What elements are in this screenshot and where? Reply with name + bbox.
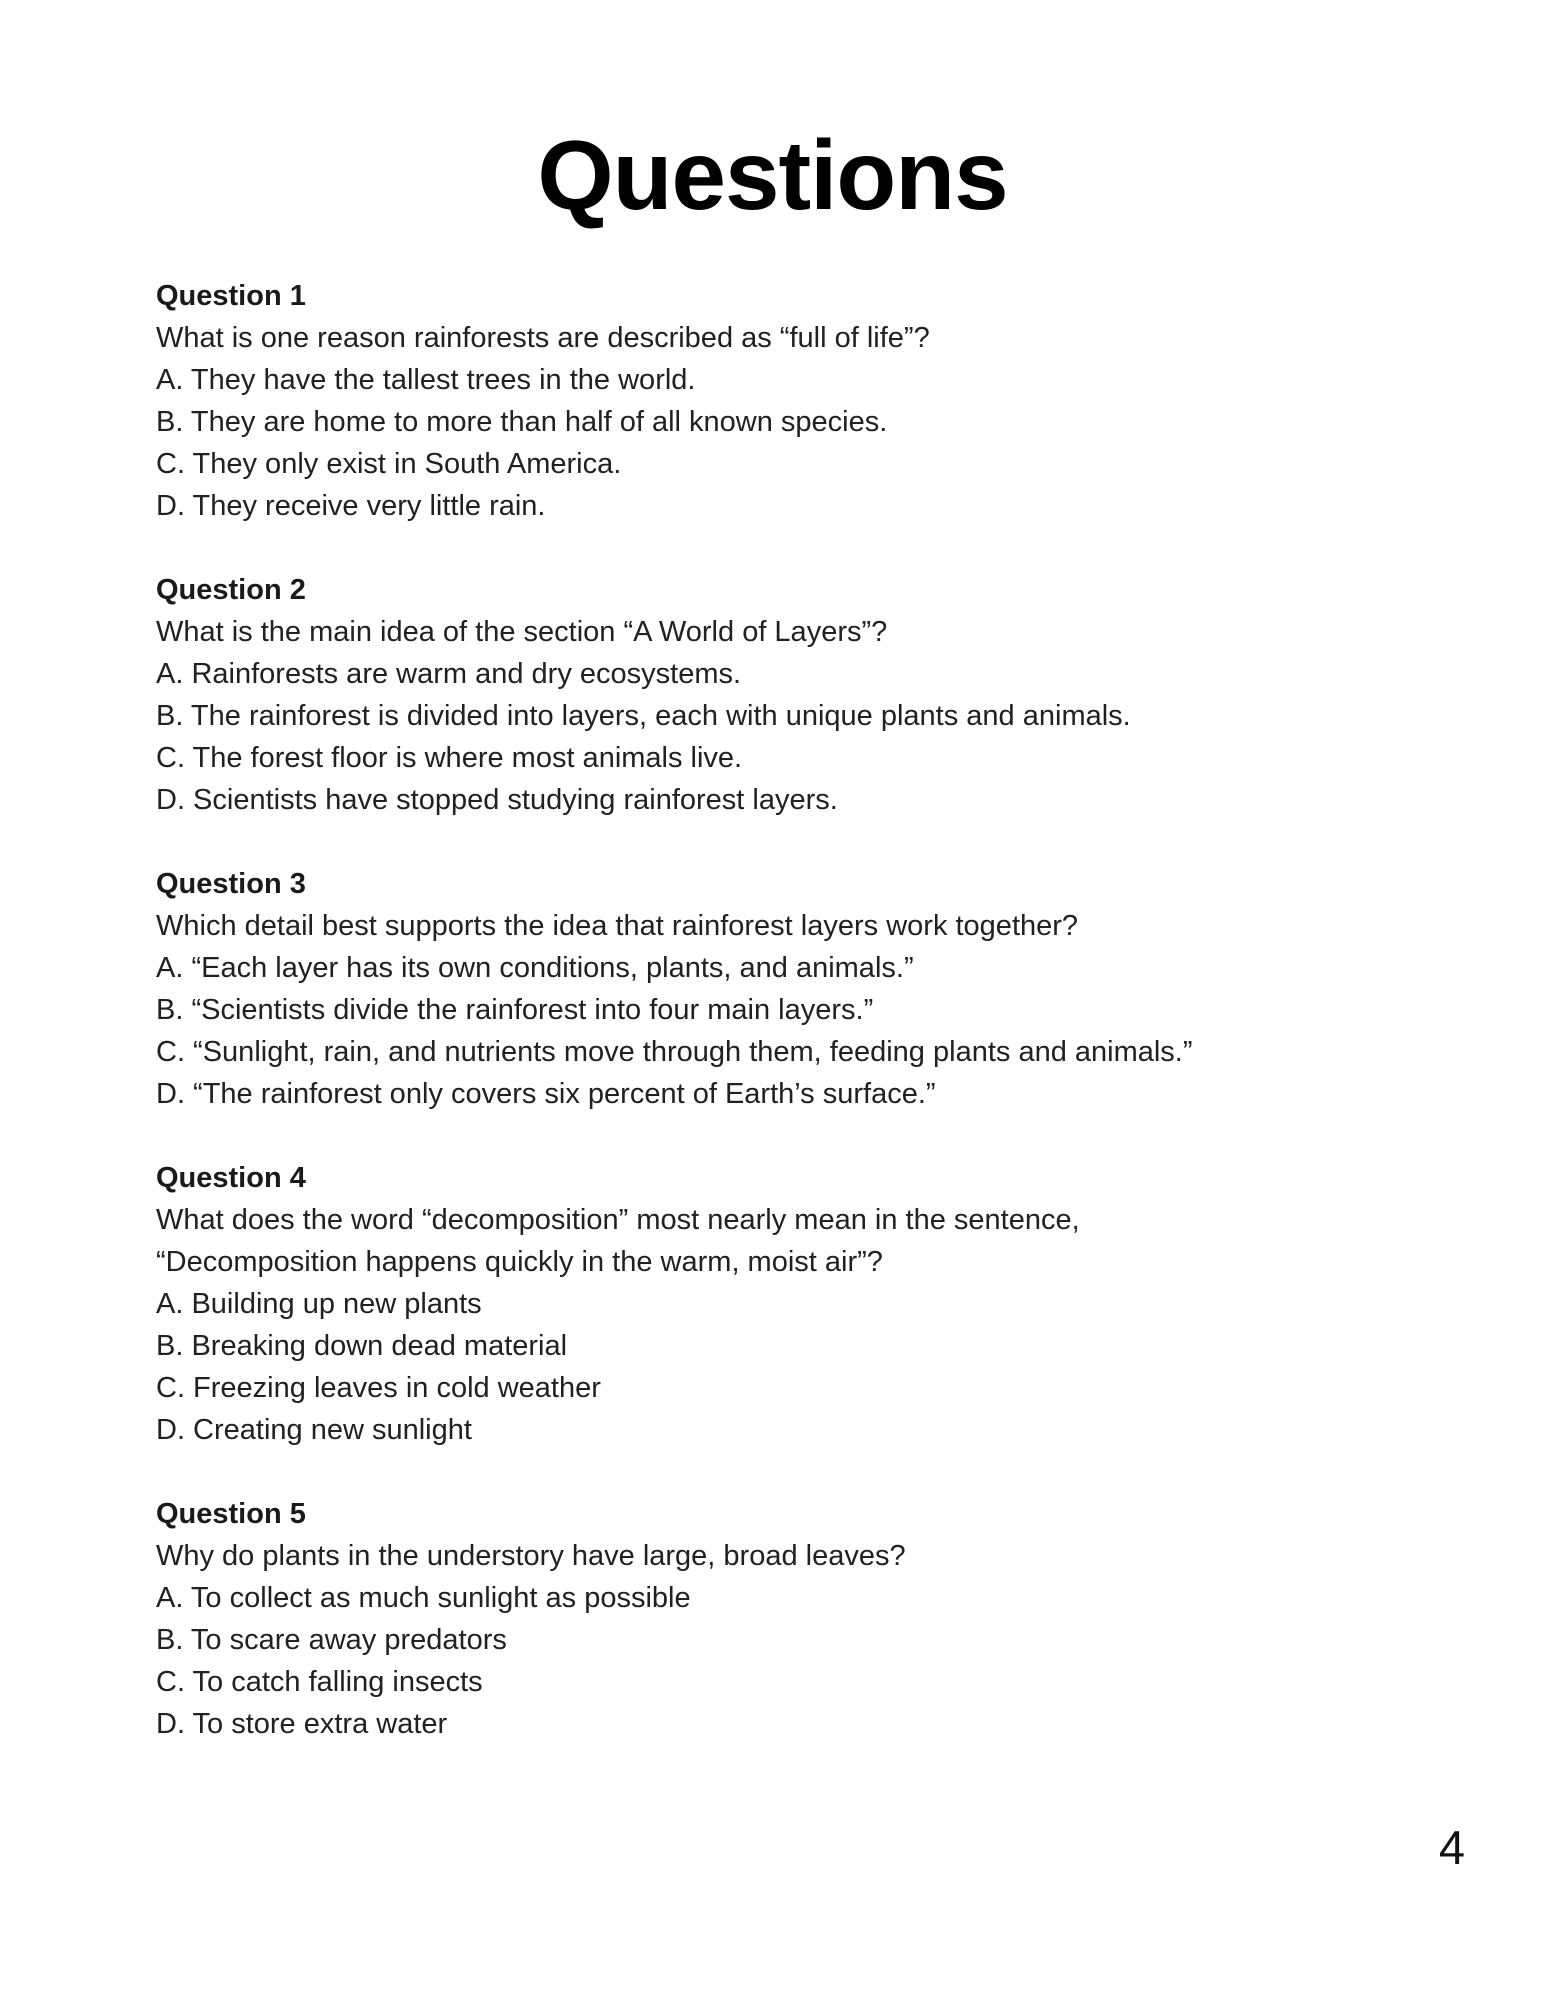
- question-option-b: B. “Scientists divide the rainforest into four main layers.”: [156, 994, 874, 1026]
- question-option-d: D. “The rainforest only covers six percent of Earth’s surface.”: [156, 1078, 936, 1110]
- question-option-b: B. The rainforest is divided into layers, each with unique plants and animals.: [156, 700, 1131, 732]
- page-number: 4: [1438, 1821, 1465, 1874]
- question-option-c: C. They only exist in South America.: [156, 448, 622, 480]
- question-option-b: B. To scare away predators: [156, 1624, 507, 1656]
- question-label: Question 2: [156, 574, 306, 606]
- question-prompt-line: Which detail best supports the idea that rainforest layers work together?: [156, 910, 1079, 942]
- question-block-2: [156, 569, 1456, 821]
- page-title: Questions: [537, 120, 1008, 230]
- question-block-4: [156, 1157, 1456, 1451]
- question-prompt-line: “Decomposition happens quickly in the warm, moist air”?: [156, 1246, 883, 1278]
- question-option-b: B. Breaking down dead material: [156, 1330, 568, 1362]
- questions-content: [156, 275, 1456, 1787]
- question-prompt-line: What is the main idea of the section “A World of Layers”?: [156, 616, 888, 648]
- question-prompt-line: What does the word “decomposition” most nearly mean in the sentence,: [156, 1204, 1080, 1236]
- question-label: Question 1: [156, 280, 306, 312]
- question-option-a: A. Rainforests are warm and dry ecosystems.: [156, 658, 742, 690]
- question-label: Question 3: [156, 868, 306, 900]
- question-option-c: C. “Sunlight, rain, and nutrients move through them, feeding plants and animals.”: [156, 1036, 1193, 1068]
- question-option-d: D. Creating new sunlight: [156, 1414, 472, 1446]
- question-label: Question 5: [156, 1498, 306, 1530]
- question-option-a: A. Building up new plants: [156, 1288, 482, 1320]
- question-option-a: A. They have the tallest trees in the world.: [156, 364, 696, 396]
- question-option-a: A. “Each layer has its own conditions, plants, and animals.”: [156, 952, 914, 984]
- question-block-3: [156, 863, 1456, 1115]
- question-block-1: [156, 275, 1456, 527]
- question-option-c: C. Freezing leaves in cold weather: [156, 1372, 601, 1404]
- question-option-c: C. To catch falling insects: [156, 1666, 483, 1698]
- question-option-d: D. They receive very little rain.: [156, 490, 546, 522]
- question-prompt-line: What is one reason rainforests are described as “full of life”?: [156, 322, 930, 354]
- question-option-b: B. They are home to more than half of all known species.: [156, 406, 888, 438]
- question-label: Question 4: [156, 1162, 306, 1194]
- question-option-d: D. Scientists have stopped studying rainforest layers.: [156, 784, 838, 816]
- question-prompt-line: Why do plants in the understory have large, broad leaves?: [156, 1540, 906, 1572]
- question-option-c: C. The forest floor is where most animals live.: [156, 742, 743, 774]
- question-option-d: D. To store extra water: [156, 1708, 448, 1740]
- question-option-a: A. To collect as much sunlight as possible: [156, 1582, 691, 1614]
- question-block-5: [156, 1493, 1456, 1745]
